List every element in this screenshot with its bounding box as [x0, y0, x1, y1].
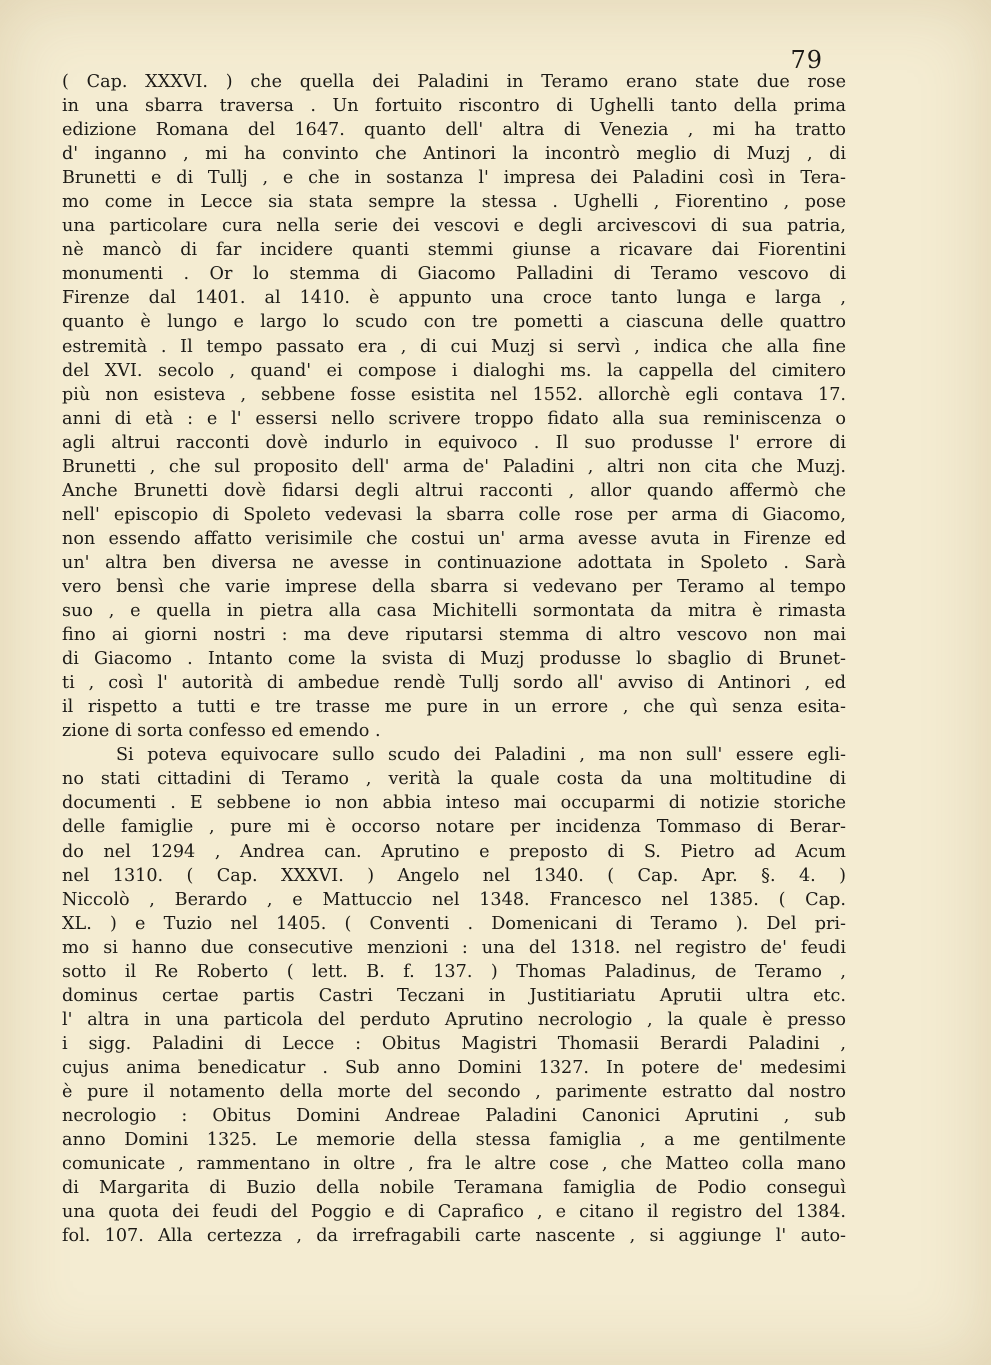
text-line: no stati cittadini di Teramo , verità la quale costa da una moltitudine di [62, 769, 846, 790]
text-line: XL. ) e Tuzio nel 1405. ( Conventi . Domenicani di Teramo ). Del pri- [62, 913, 846, 934]
text-line: anno Domini 1325. Le memorie della stessa famiglia , a me gentilmente [62, 1130, 846, 1151]
text-line: Niccolò , Berardo , e Mattuccio nel 1348. Francesco nel 1385. ( Cap. [62, 889, 846, 910]
text-line: nè mancò di far incidere quanti stemmi giunse a ricavare dai Fiorentini [62, 240, 846, 261]
text-line: do nel 1294 , Andrea can. Aprutino e preposto di S. Pietro ad Acum [62, 841, 846, 862]
text-line: una quota dei feudi del Poggio e di Caprafico , e citano il registro del 1384. [62, 1202, 846, 1223]
text-line: nel 1310. ( Cap. XXXVI. ) Angelo nel 1340. ( Cap. Apr. §. 4. ) [62, 865, 846, 886]
text-line: una particolare cura nella serie dei vescovi e degli arcivescovi di sua patria, [62, 216, 846, 237]
text-line: l' altra in una particola del perduto Aprutino necrologio , la quale è presso [62, 1009, 846, 1030]
text-line: agli altrui racconti dovè indurlo in equivoco . Il suo produsse l' errore di [62, 432, 846, 453]
text-line: il rispetto a tutti e tre trasse me pure in un errore , che quì senza esita- [62, 697, 846, 718]
text-line: Brunetti , che sul proposito dell' arma de' Paladini , altri non cita che Muzj. [62, 456, 846, 477]
text-line: non essendo affatto verisimile che costui un' arma avesse avuta in Firenze ed [62, 528, 846, 549]
text-line: Anche Brunetti dovè fidarsi degli altrui racconti , allor quando affermò che [62, 480, 846, 501]
text-line: anni di età : e l' essersi nello scrivere troppo fidato alla sua reminiscenza o [62, 408, 846, 429]
text-line: monumenti . Or lo stemma di Giacomo Palladini di Teramo vescovo di [62, 264, 846, 285]
text-line: i sigg. Paladini di Lecce : Obitus Magistri Thomasii Berardi Paladini , [62, 1033, 846, 1054]
body-text [62, 70, 846, 1248]
text-line: ( Cap. XXXVI. ) che quella dei Paladini in Teramo erano state due rose [62, 72, 846, 92]
text-line: mo come in Lecce sia stata sempre la stessa . Ughelli , Fiorentino , pose [62, 192, 846, 213]
text-line: comunicate , rammentano in oltre , fra le altre cose , che Matteo colla mano [62, 1154, 846, 1175]
text-line: fino ai giorni nostri : ma deve riputarsi stemma di altro vescovo non mai [62, 625, 846, 646]
text-line: d' inganno , mi ha convinto che Antinori la incontrò meglio di Muzj , di [62, 144, 846, 165]
text-line: Si poteva equivocare sullo scudo dei Paladini , ma non sull' essere egli- [116, 745, 846, 766]
text-line: ti , così l' autorità di ambedue rendè Tullj sordo all' avviso di Antinori , ed [62, 673, 846, 694]
text-line: necrologio : Obitus Domini Andreae Paladini Canonici Aprutini , sub [62, 1106, 846, 1127]
text-line: Brunetti e di Tullj , e che in sostanza l' impresa dei Paladini così in Tera- [62, 168, 846, 189]
text-line: dominus certae partis Castri Teczani in Justitiariatu Aprutii ultra etc. [62, 985, 846, 1006]
text-line: suo , e quella in pietra alla casa Michitelli sormontata da mitra è rimasta [62, 601, 846, 622]
text-line: nell' episcopio di Spoleto vedevasi la sbarra colle rose per arma di Giacomo, [62, 504, 846, 525]
text-line: in una sbarra traversa . Un fortuito riscontro di Ughelli tanto della prima [62, 96, 846, 117]
text-line: di Margarita di Buzio della nobile Teramana famiglia de Podio conseguì [62, 1178, 846, 1199]
text-line: fol. 107. Alla certezza , da irrefragabili carte nascente , si aggiunge l' auto- [62, 1226, 846, 1247]
text-line: un' altra ben diversa ne avesse in continuazione adottata in Spoleto . Sarà [62, 552, 846, 573]
text-line: Firenze dal 1401. al 1410. è appunto una croce tanto lunga e larga , [62, 288, 846, 309]
text-line: di Giacomo . Intanto come la svista di Muzj produsse lo sbaglio di Brunet- [62, 649, 846, 670]
text-line: vero bensì che varie imprese della sbarra si vedevano per Teramo al tempo [62, 576, 846, 597]
text-line: del XVI. secolo , quand' ei compose i dialoghi ms. la cappella del cimitero [62, 360, 846, 381]
text-line: è pure il notamento della morte del secondo , parimente estratto dal nostro [62, 1081, 846, 1102]
text-line: estremità . Il tempo passato era , di cui Muzj si servì , indica che alla fine [62, 336, 846, 357]
text-line: zione di sorta confesso ed emendo . [62, 721, 381, 742]
text-line: documenti . E sebbene io non abbia inteso mai occuparmi di notizie storiche [62, 793, 846, 814]
text-line: cujus anima benedicatur . Sub anno Domini 1327. In potere de' medesimi [62, 1057, 846, 1078]
text-line: delle famiglie , pure mi è occorso notare per incidenza Tommaso di Berar- [62, 817, 846, 838]
page-number: 79 [790, 46, 823, 74]
text-line: quanto è lungo e largo lo scudo con tre pometti a ciascuna delle quattro [62, 312, 846, 333]
text-line: sotto il Re Roberto ( lett. B. f. 137. ) Thomas Paladinus, de Teramo , [62, 961, 846, 982]
text-line: più non esisteva , sebbene fosse esistita nel 1552. allorchè egli contava 17. [62, 384, 846, 405]
text-line: edizione Romana del 1647. quanto dell' altra di Venezia , mi ha tratto [62, 120, 846, 141]
text-line: mo si hanno due consecutive menzioni : una del 1318. nel registro de' feudi [62, 937, 846, 958]
